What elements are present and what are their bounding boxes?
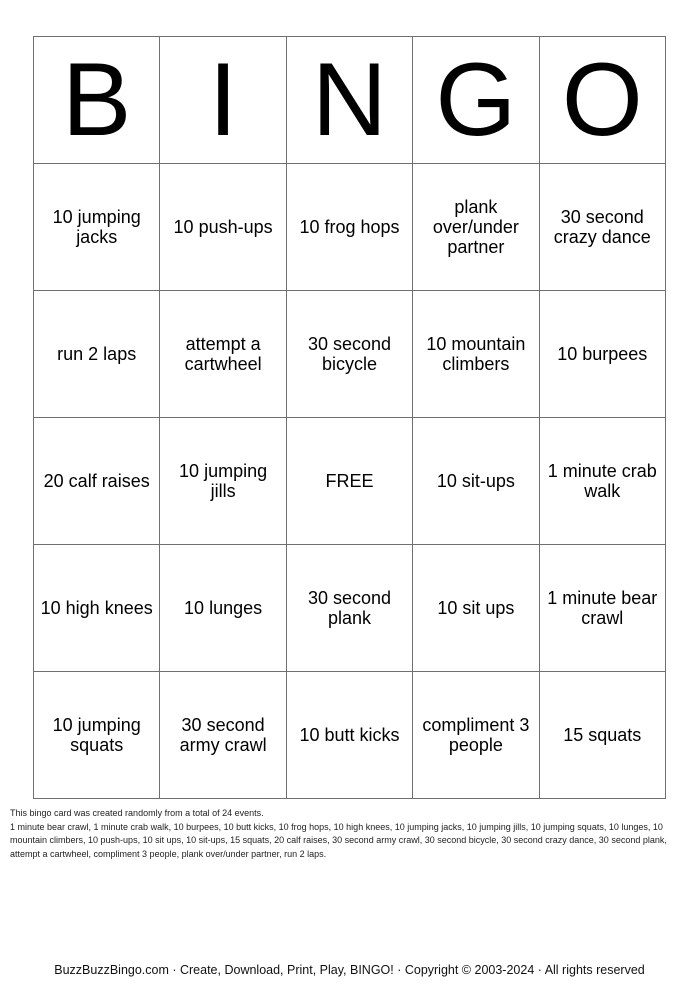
- card-cell: compliment 3 people: [413, 672, 539, 799]
- header-letter-g: G: [413, 37, 539, 164]
- header-row: [34, 37, 666, 164]
- card-cell: 30 second crazy dance: [539, 164, 665, 291]
- card-cell: 10 frog hops: [286, 164, 412, 291]
- card-cell: 20 calf raises: [34, 418, 160, 545]
- card-cell: 1 minute bear crawl: [539, 545, 665, 672]
- notes-event-list: 1 minute bear crawl, 1 minute crab walk, 10 burpees, 10 butt kicks, 10 frog hops, 10 high knees, 10 jumping jacks, 10 jumping jills, 10 jumping squats, 10 lunges, 10 mountain climbers, 10 push-ups, 10 sit ups, 10 sit-ups, 15 squats, 20 calf raises, 30 second army crawl, 30 second bicycle, 30 second crazy dance, 30 second plank, attempt a cartwheel, compliment 3 people, plank over/under partner, run 2 laps.: [10, 821, 667, 859]
- card-row: [34, 164, 666, 291]
- card-cell: 10 lunges: [160, 545, 286, 672]
- card-cell: 10 sit-ups: [413, 418, 539, 545]
- card-cell: 30 second army crawl: [160, 672, 286, 799]
- card-cell: 10 burpees: [539, 291, 665, 418]
- card-cell: 30 second bicycle: [286, 291, 412, 418]
- card-cell: 10 butt kicks: [286, 672, 412, 799]
- header-letter-i: I: [160, 37, 286, 164]
- notes-summary: This bingo card was created randomly from a total of 24 events.: [10, 808, 264, 818]
- bingo-card: [33, 36, 666, 799]
- card-row: [34, 418, 666, 545]
- header-letter-n: N: [286, 37, 412, 164]
- card-cell: 30 second plank: [286, 545, 412, 672]
- card-row: [34, 672, 666, 799]
- card-cell: attempt a cartwheel: [160, 291, 286, 418]
- card-cell: plank over/under partner: [413, 164, 539, 291]
- header-letter-o: O: [539, 37, 665, 164]
- card-cell: run 2 laps: [34, 291, 160, 418]
- card-cell: 15 squats: [539, 672, 665, 799]
- card-cell: 10 jumping squats: [34, 672, 160, 799]
- card-cell: 10 sit ups: [413, 545, 539, 672]
- card-cell: 10 jumping jacks: [34, 164, 160, 291]
- card-row: [34, 545, 666, 672]
- free-space-cell: FREE: [286, 418, 412, 545]
- card-cell: 10 push-ups: [160, 164, 286, 291]
- card-cell: 1 minute crab walk: [539, 418, 665, 545]
- header-letter-b: B: [34, 37, 160, 164]
- card-notes: [10, 807, 690, 861]
- page-footer: BuzzBuzzBingo.com · Create, Download, Print, Play, BINGO! · Copyright © 2003-2024 · All rights reserved: [54, 963, 645, 977]
- card-cell: 10 high knees: [34, 545, 160, 672]
- card-row: [34, 291, 666, 418]
- card-cell: 10 jumping jills: [160, 418, 286, 545]
- card-cell: 10 mountain climbers: [413, 291, 539, 418]
